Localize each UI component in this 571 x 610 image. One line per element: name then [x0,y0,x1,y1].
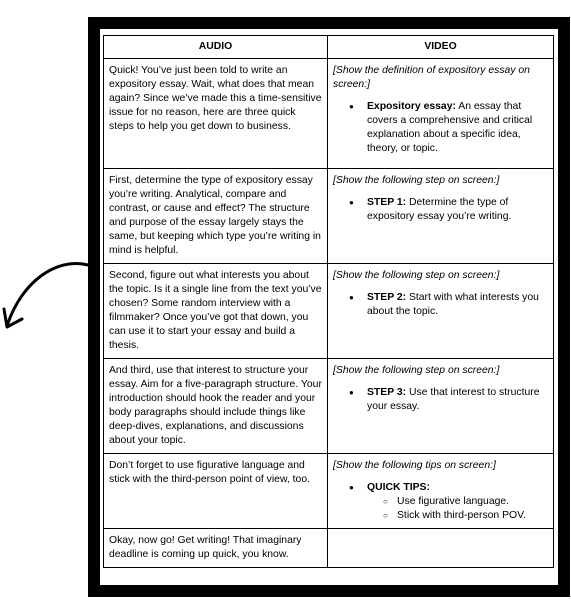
video-header: VIDEO [328,36,554,59]
table-row [104,359,554,454]
document-sheet [100,29,558,585]
bullet-list [333,100,548,156]
video-instruction: [Show the following step on screen:] [333,175,500,186]
video-cell-empty [328,529,554,568]
script-table [103,35,554,568]
bullet-term: Expository essay: [367,101,456,112]
audio-cell [104,169,328,264]
video-cell [328,454,554,529]
bullet-list [333,481,548,523]
audio-cell [104,359,328,454]
sub-list-item: ○ Stick with third-person POV. [397,509,548,523]
list-item [367,291,548,319]
curved-arrow-icon [0,255,90,345]
bullet-term: STEP 1: [367,197,407,208]
bullet-text: Start with what interests you about the topic. [367,292,539,317]
bullet-text: Determine the type of expository essay you’re writing. [367,197,512,222]
list-item [367,481,548,523]
audio-header: AUDIO [104,36,328,59]
video-cell [328,59,554,169]
audio-cell [104,59,328,169]
bullet-text: An essay that covers a comprehensive and critical explanation about a specific idea, theory, or topic. [367,101,533,154]
list-item [367,386,548,414]
video-instruction: [Show the definition of expository essay on screen:] [333,65,530,90]
bullet-term: STEP 2: [367,292,407,303]
bullet-text: Use that interest to structure your essay. [367,387,540,412]
video-instruction: [Show the following step on screen:] [333,270,500,281]
table-row [104,529,554,568]
audio-text: Don’t forget to use figurative language and stick with the third-person point of view, too. [109,460,310,485]
audio-text: First, determine the type of expository essay you’re writing. Analytical, compare and contrast, or cause and effect? The structure and purpose of the essay largely stays the same, but keeping which type you’re writing in mind is helpful. [109,175,321,256]
sub-list [367,495,548,523]
video-instruction: [Show the following tips on screen:] [333,460,496,471]
bullet-list [333,196,548,224]
audio-cell [104,264,328,359]
document-frame [88,17,570,597]
audio-cell [104,529,328,568]
audio-text: Okay, now go! Get writing! That imaginary deadline is coming up quick, you know. [109,535,302,560]
bullet-term: STEP 3: [367,387,407,398]
table-row [104,59,554,169]
video-cell [328,359,554,454]
list-item [367,100,548,156]
list-item [367,196,548,224]
audio-cell [104,454,328,529]
sub-list-item: ○ Use figurative language. [397,495,548,509]
bullet-list [333,291,548,319]
audio-text: Quick! You’ve just been told to write an expository essay. Wait, what does that mean again? Since we’ve made this a time-sensitive issue for no reason, here are three quick steps to help you get down to business. [109,65,322,132]
audio-text: And third, use that interest to structure your essay. Aim for a five-paragraph structure. Your introduction should hook the reader and your body paragraphs should include things like deep-dives, explanations, and discussions about your topic. [109,365,322,446]
video-cell [328,264,554,359]
bullet-list [333,386,548,414]
video-cell [328,169,554,264]
video-instruction: [Show the following step on screen:] [333,365,500,376]
header-row [104,36,554,59]
bullet-term: QUICK TIPS: [367,482,430,493]
audio-text: Second, figure out what interests you about the topic. Is it a single line from the text you’ve chosen? Some random interview with a filmmaker? Once you’ve got that down, you can use it to start your essay and build a thesis. [109,270,322,351]
table-row [104,169,554,264]
table-row [104,454,554,529]
table-row [104,264,554,359]
